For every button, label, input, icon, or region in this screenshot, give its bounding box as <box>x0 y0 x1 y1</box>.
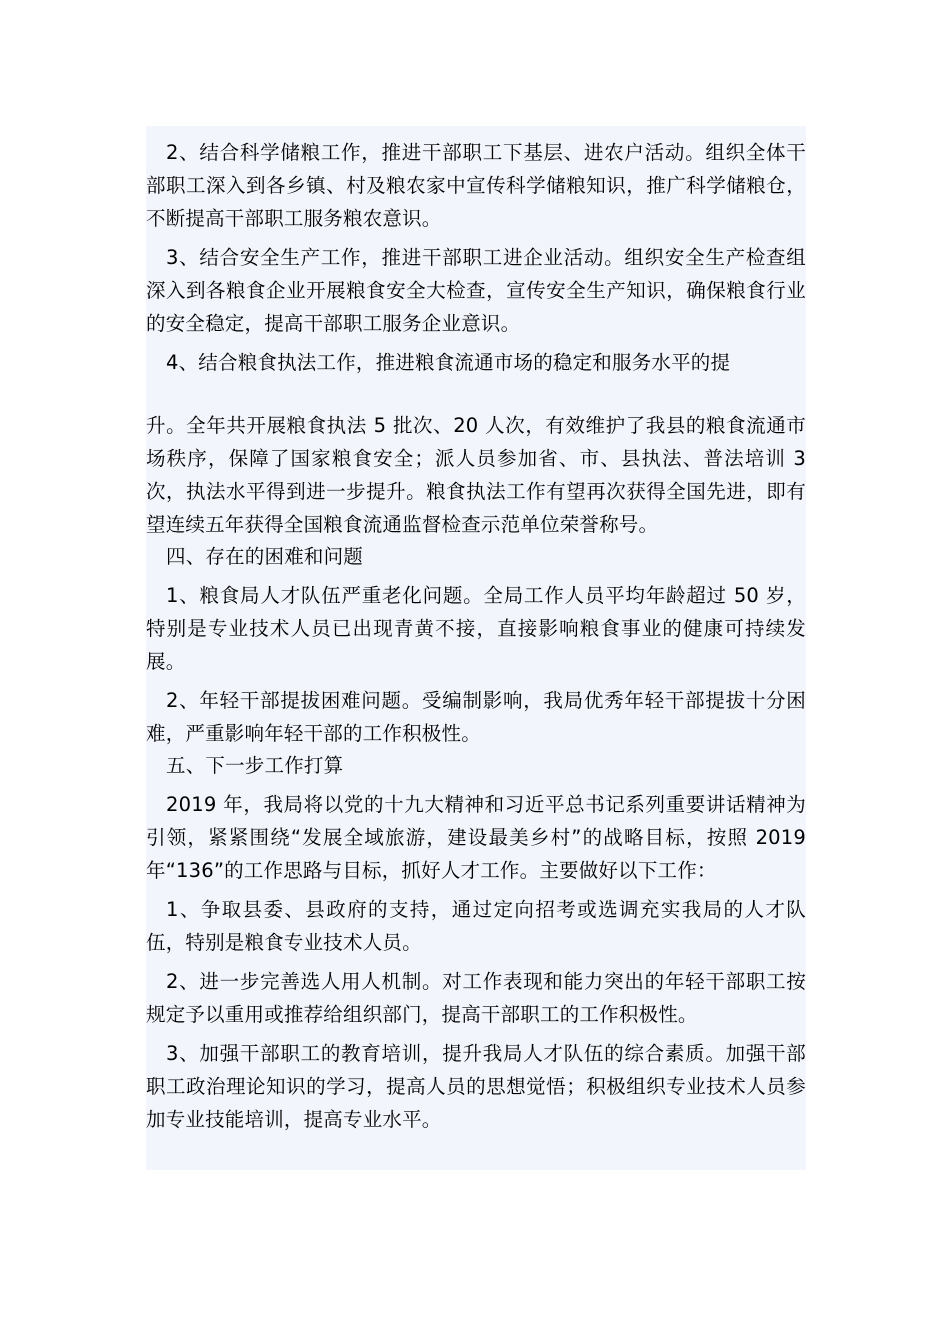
paragraph-promotion-difficulty: 2、年轻干部提拔困难问题。受编制影响，我局优秀年轻干部提拔十分困难，严重影响年轻干部的工作积极性。 <box>146 689 806 745</box>
document-text-block <box>146 126 806 1170</box>
paragraph-selection-mechanism: 2、进一步完善选人用人机制。对工作表现和能力突出的年轻干部职工按规定予以重用或推荐给组织部门，提高干部职工的工作积极性。 <box>146 970 806 1026</box>
paragraph-safety-production: 3、结合安全生产工作，推进干部职工进企业活动。组织安全生产检查组深入到各粮食企业开展粮食安全大检查，宣传安全生产知识，确保粮食行业的安全稳定，提高干部职工服务企业意识。 <box>146 246 806 335</box>
paragraph-law-enforcement-start: 4、结合粮食执法工作，推进粮食流通市场的稳定和服务水平的提 <box>166 351 731 374</box>
paragraph-training: 3、加强干部职工的教育培训，提升我局人才队伍的综合素质。加强干部职工政治理论知识的学习，提高人员的思想觉悟；积极组织专业技术人员参加专业技能培训，提高专业水平。 <box>146 1042 806 1131</box>
section-heading-next-steps: 五、下一步工作打算 <box>166 754 344 777</box>
paragraph-grain-storage: 2、结合科学储粮工作，推进干部职工下基层、进农户活动。组织全体干部职工深入到各乡镇、村及粮农家中宣传科学储粮知识，推广科学储粮仓，不断提高干部职工服务粮农意识。 <box>146 141 806 230</box>
paragraph-2019-plan: 2019 年，我局将以党的十九大精神和习近平总书记系列重要讲话精神为引领，紧紧围绕“发展全域旅游，建设最美乡村”的战略目标，按照 2019 年“136”的工作思路与目标，抓好人才工作。主要做好以下工作： <box>146 793 806 882</box>
paragraph-recruitment: 1、争取县委、县政府的支持，通过定向招考或选调充实我局的人才队伍，特别是粮食专业技术人员。 <box>146 898 806 954</box>
section-heading-problems: 四、存在的困难和问题 <box>166 545 364 568</box>
paragraph-law-enforcement-cont: 升。全年共开展粮食执法 5 批次、20 人次，有效维护了我县的粮食流通市场秩序，保障了国家粮食安全；派人员参加省、市、县执法、普法培训 3 次，执法水平得到进一步提升。粮食执法工作有望再次获得全国先进，即有望连续五年获得全国粮食流通监督检查示范单位荣誉称号。 <box>146 414 806 536</box>
paragraph-aging-staff: 1、粮食局人才队伍严重老化问题。全局工作人员平均年龄超过 50 岁，特别是专业技术人员已出现青黄不接，直接影响粮食事业的健康可持续发展。 <box>146 584 806 673</box>
